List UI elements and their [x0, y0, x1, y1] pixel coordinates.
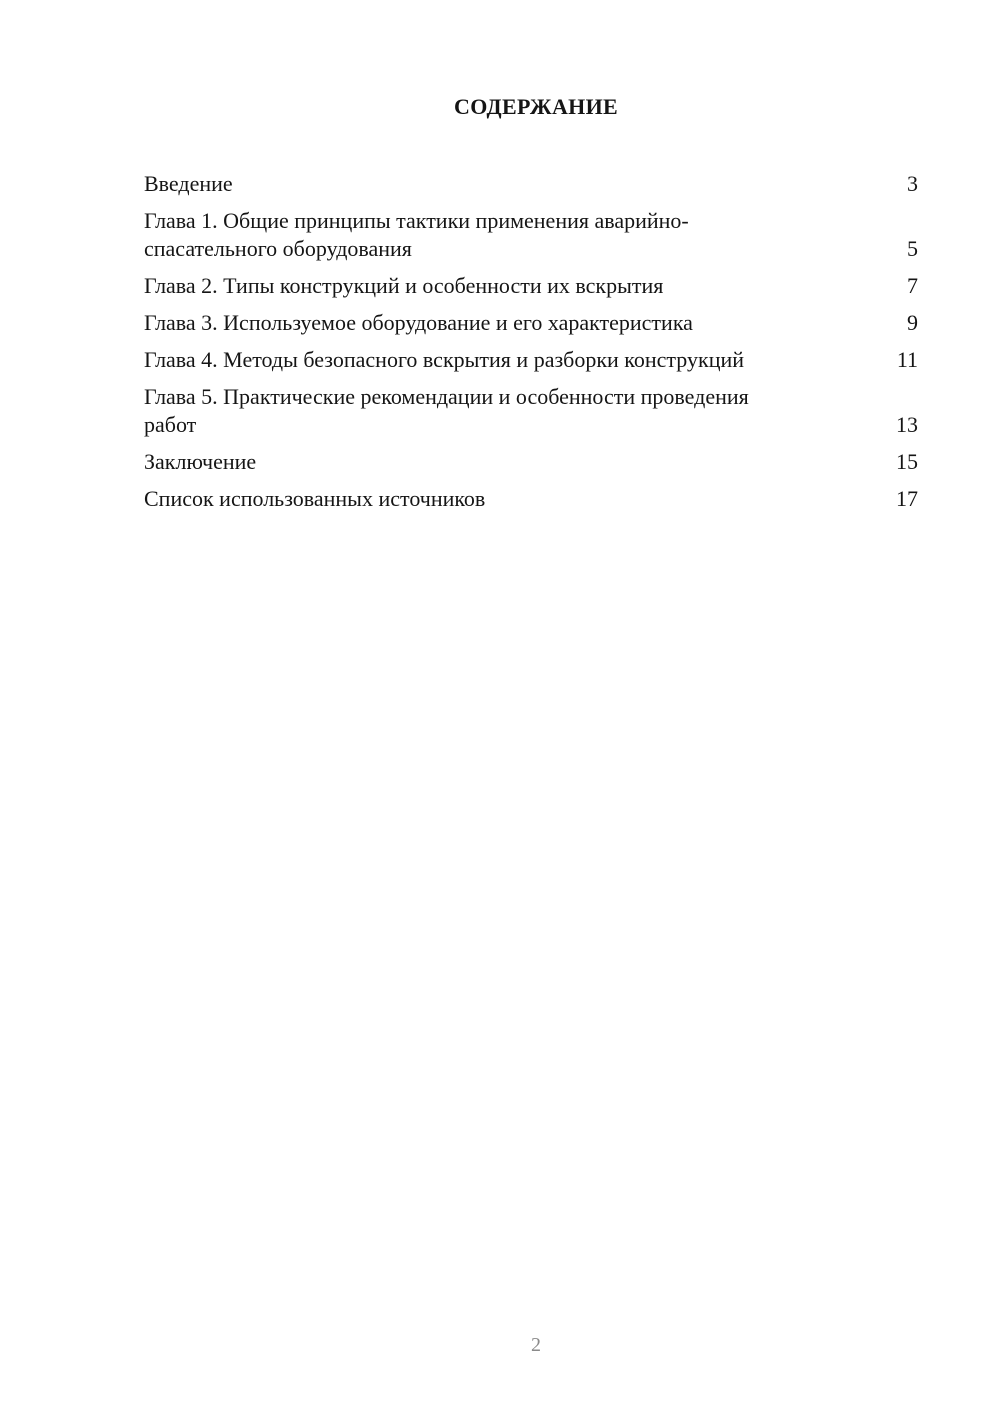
toc-title: СОДЕРЖАНИЕ	[454, 94, 618, 119]
toc-entry-conclusion	[144, 448, 918, 476]
toc-entry-title: Заключение	[144, 449, 257, 474]
toc-entry-title: Глава 5. Практические рекомендации и особенности проведения работ	[144, 384, 749, 437]
toc-entry-chapter-4	[144, 346, 918, 374]
toc-entry-chapter-2	[144, 272, 918, 300]
toc-entry-title: Список использованных источников	[144, 486, 486, 511]
toc-entry-title: Глава 2. Типы конструкций и особенности их вскрытия	[144, 273, 664, 298]
toc-entry-page: 7	[907, 273, 918, 298]
toc-entry-page: 3	[907, 171, 918, 196]
toc-entry-title: Глава 3. Используемое оборудование и его характеристика	[144, 310, 693, 335]
toc-entry-chapter-1	[144, 207, 918, 263]
toc-entry-title: Введение	[144, 171, 233, 196]
table-of-contents	[144, 170, 918, 522]
toc-entry-page: 17	[896, 486, 918, 511]
page-number: 2	[531, 1334, 541, 1356]
toc-entry-page: 11	[896, 347, 918, 372]
toc-entry-chapter-5	[144, 383, 918, 439]
toc-entry-page: 5	[907, 236, 918, 261]
toc-entry-page: 13	[896, 412, 918, 437]
toc-entry-introduction	[144, 170, 918, 198]
toc-entry-title: Глава 4. Методы безопасного вскрытия и разборки конструкций	[144, 347, 745, 372]
toc-entry-chapter-3	[144, 309, 918, 337]
toc-entry-references	[144, 485, 918, 513]
toc-entry-page: 15	[896, 449, 918, 474]
toc-entry-title: Глава 1. Общие принципы тактики применения аварийно-спасательного оборудования	[144, 208, 689, 261]
toc-entry-page: 9	[907, 310, 918, 335]
